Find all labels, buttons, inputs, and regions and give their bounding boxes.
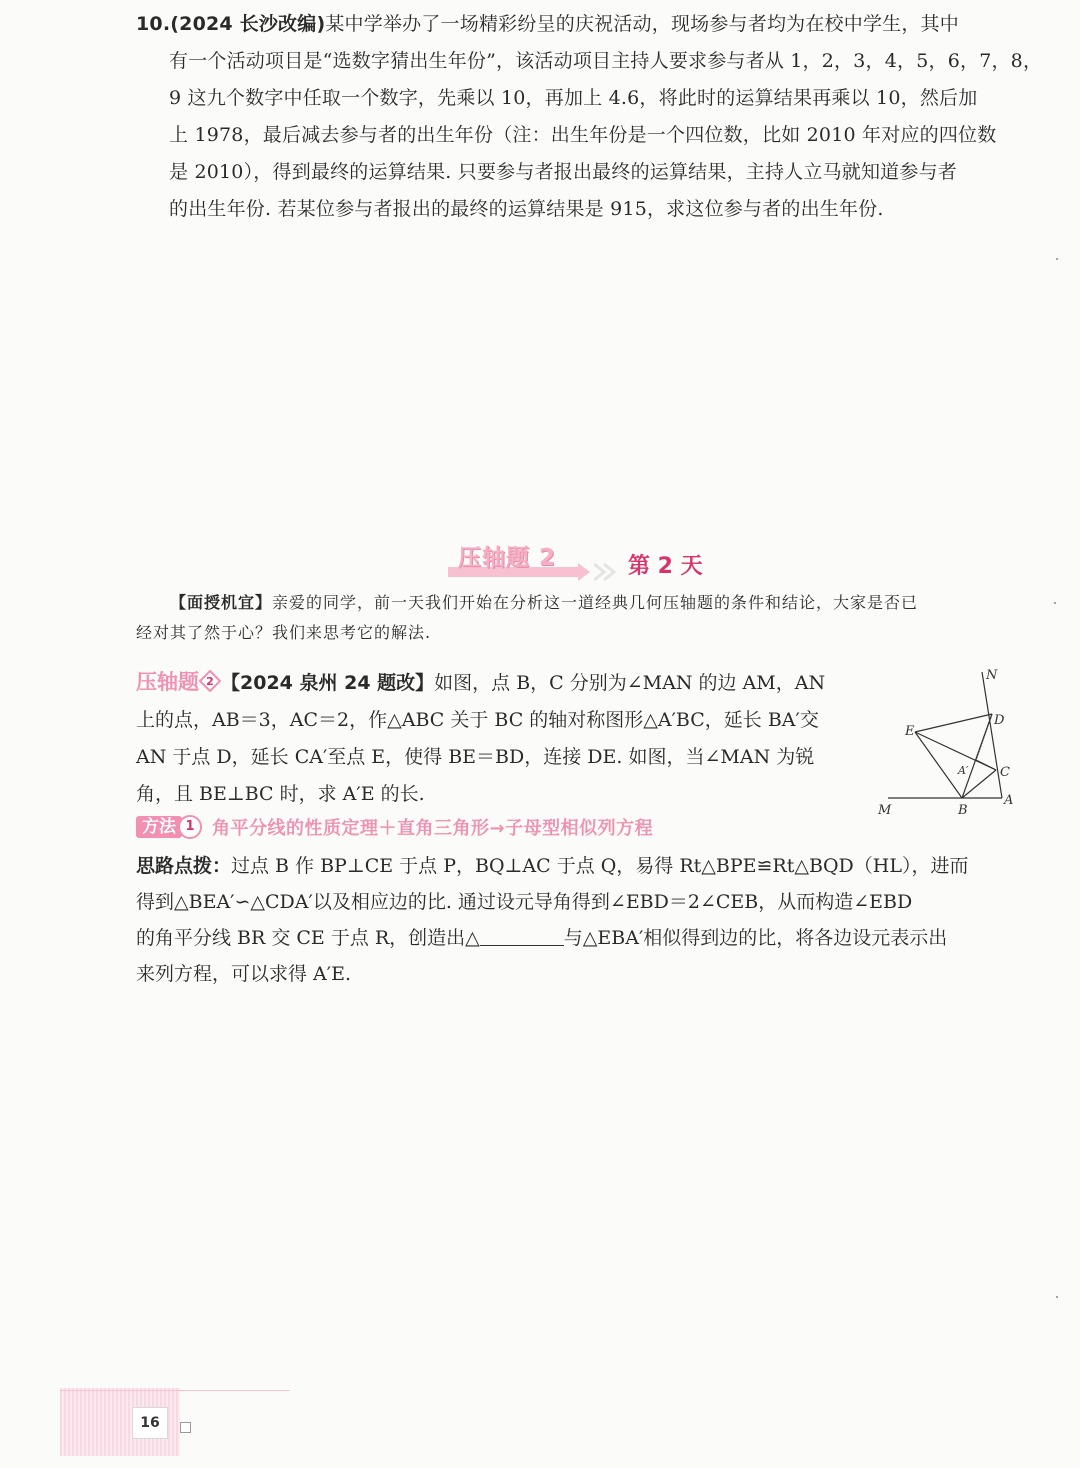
page-number: 16: [132, 1407, 168, 1439]
intro-paragraph: [136, 588, 1016, 648]
geometry-figure: [870, 662, 1020, 822]
method-text: 角平分线的性质定理＋直角三角形→子母型相似列方程: [212, 818, 654, 839]
problem-2-label: 压轴题: [136, 670, 199, 694]
segment-eb: [915, 732, 962, 798]
intro-head: 【面授机宜】: [170, 593, 273, 612]
scan-speck: [1056, 1296, 1058, 1298]
problem-text: 某中学举办了一场精彩纷呈的庆祝活动，现场参与者均为在校中学生，其中: [325, 13, 959, 35]
footer-rule: [60, 1390, 290, 1391]
method-tag: 方法: [136, 816, 182, 838]
problem-2-line-4: 角，且 BE⊥BC 时，求 A′E 的长.: [136, 783, 425, 805]
section-header: [440, 535, 740, 585]
scan-speck: [1056, 258, 1058, 260]
label-e: E: [905, 724, 915, 739]
hint-head: 思路点拨：: [136, 855, 232, 877]
label-a-prime: A′: [958, 764, 969, 777]
problem-2-line-2: 上的点，AB＝3，AC＝2，作△ABC 关于 BC 的轴对称图形△A′BC，延长 BA′交: [136, 709, 819, 731]
hint-text-3b: 与△EBA′相似得到边的比，将各边设元表示出: [563, 927, 948, 949]
intro-line-1: [136, 588, 1016, 618]
problem-10-line-4: 上 1978，最后减去参与者的出生年份（注：出生年份是一个四位数，比如 2010 年对应的四位数: [169, 124, 997, 146]
problem-10-line-3: 9 这九个数字中任取一个数字，先乘以 10，再加上 4.6，将此时的运算结果再乘以 10，然后加: [169, 87, 978, 109]
method-number: 1: [178, 815, 202, 839]
label-n: N: [986, 668, 998, 683]
label-m: M: [878, 803, 892, 818]
segment-a-prime-c: [976, 760, 996, 770]
problem-source: (2024 长沙改编): [170, 13, 326, 35]
badge-number: 2: [206, 675, 214, 688]
hint-line-4: 来列方程，可以求得 A′E.: [136, 963, 351, 985]
section-title: 压轴题 2: [458, 545, 557, 571]
problem-2-line-3: AN 于点 D，延长 CA′至点 E，使得 BE＝BD，连接 DE. 如图，当∠MAN 为锐: [136, 746, 815, 768]
problem-10: [136, 6, 1043, 228]
hint-line-1: [136, 848, 1016, 884]
intro-text-1: 亲爱的同学，前一天我们开始在分析这一道经典几何压轴题的条件和结论，大家是否已: [272, 593, 919, 612]
problem-2-source: 【2024 泉州 24 题改】: [221, 672, 435, 694]
diamond-badge-icon: [199, 670, 221, 692]
label-a: A: [1004, 793, 1014, 808]
page-box-icon: [180, 1422, 191, 1433]
intro-line-2: 经对其了然于心？我们来思考它的解法.: [136, 623, 432, 642]
problem-number: 10.: [136, 13, 171, 35]
problem-10-line-5: 是 2010），得到最终的运算结果. 只要参与者报出最终的运算结果，主持人立马就知道参与者: [169, 161, 957, 183]
method-row: [136, 814, 653, 846]
hint-line-2: 得到△BEA′∽△CDA′以及相应边的比. 通过设元导角得到∠EBD＝2∠CEB，从而构造∠EBD: [136, 891, 913, 913]
label-d: D: [994, 713, 1005, 728]
hint-line-3: [136, 920, 1016, 956]
hint-paragraph: [136, 848, 1016, 992]
problem-2: [136, 664, 866, 813]
problem-10-line-1: [136, 6, 1016, 43]
problem-2-line-1: [136, 664, 866, 702]
problem-2-text-1: 如图，点 B，C 分别为∠MAN 的边 AM，AN: [434, 672, 826, 694]
answer-blank[interactable]: [480, 925, 564, 946]
hint-text-3a: 的角平分线 BR 交 CE 于点 R，创造出△: [136, 927, 480, 949]
section-day: 第 2 天: [628, 554, 703, 579]
label-b: B: [958, 803, 968, 818]
problem-10-line-2: 有一个活动项目是“选数字猜出生年份”，该活动项目主持人要求参与者从 1，2，3，4，5，6，7，8，: [169, 50, 1043, 72]
problem-10-line-6: 的出生年份. 若某位参与者报出的最终的运算结果是 915，求这位参与者的出生年份.: [169, 198, 884, 220]
hint-text-1: 过点 B 作 BP⊥CE 于点 P，BQ⊥AC 于点 Q，易得 Rt△BPE≌Rt△BQD（HL），进而: [231, 855, 969, 877]
label-c: C: [1000, 765, 1010, 780]
scan-speck: [1054, 602, 1056, 604]
segment-ed: [915, 714, 992, 732]
